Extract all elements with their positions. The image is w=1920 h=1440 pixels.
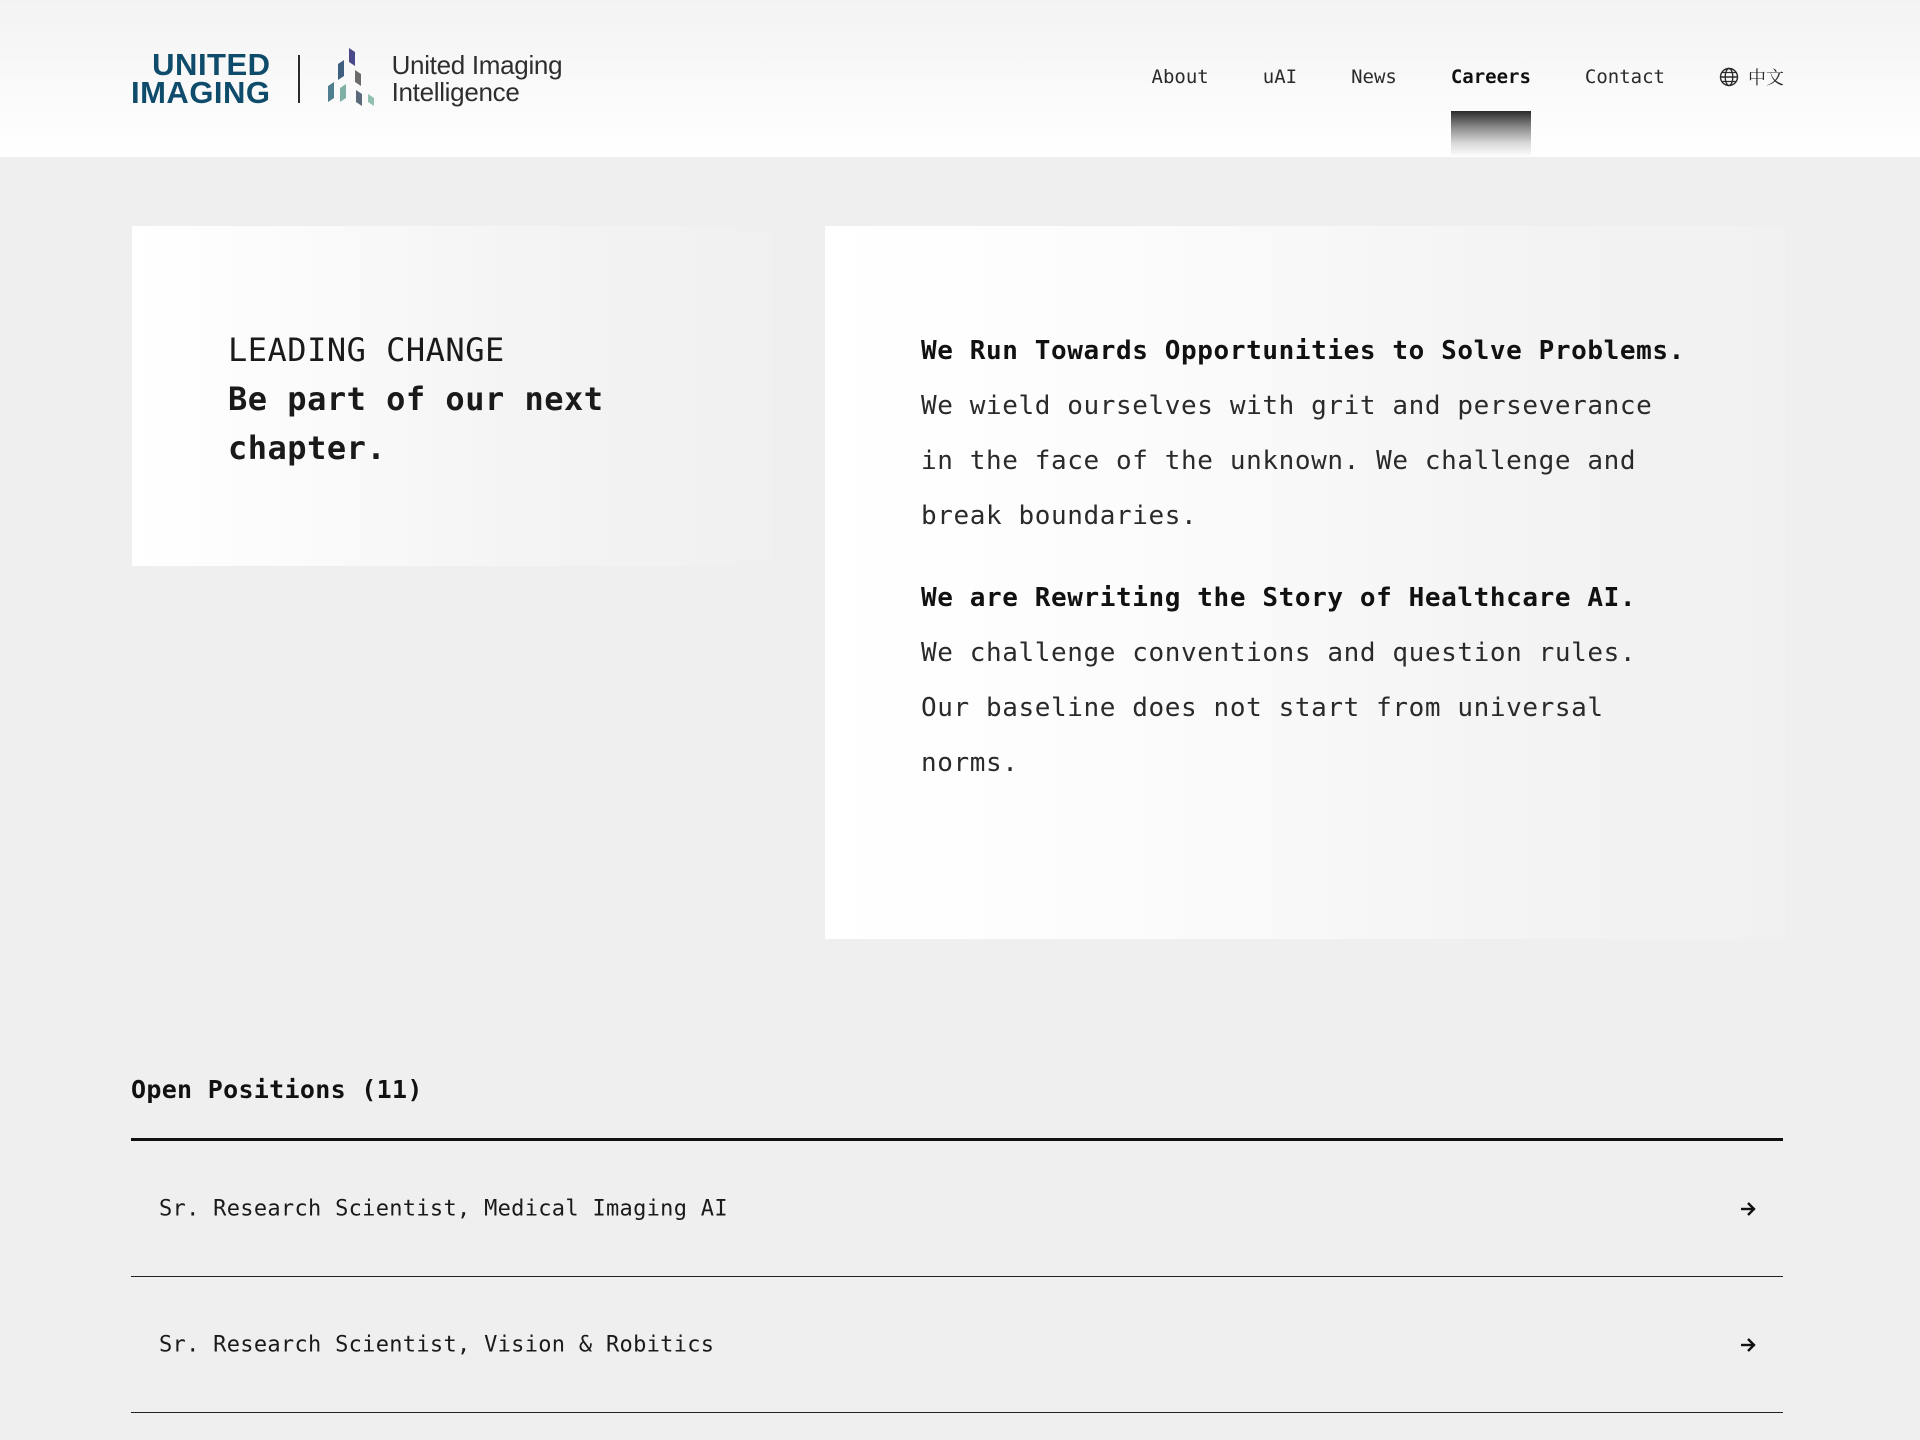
value-section xyxy=(921,324,1701,544)
uii-logo-line2: Intelligence xyxy=(391,77,520,107)
value-section xyxy=(921,571,1701,791)
open-positions-title: Open Positions (11) xyxy=(131,1075,423,1104)
uii-logo-mark-icon xyxy=(326,48,376,110)
language-switcher[interactable] xyxy=(1719,64,1784,90)
values-content xyxy=(921,324,1701,791)
nav-about[interactable]: About xyxy=(1151,66,1209,88)
hero-line1: LEADING CHANGE xyxy=(228,331,505,369)
main-nav xyxy=(1098,64,1784,90)
value-text: We challenge conventions and question rules. Our baseline does not start from universal norms. xyxy=(921,638,1637,778)
nav-contact[interactable]: Contact xyxy=(1584,66,1665,88)
globe-icon xyxy=(1719,67,1739,87)
nav-careers[interactable]: Careers xyxy=(1450,66,1531,88)
site-header xyxy=(0,0,1920,157)
value-title: We Run Towards Opportunities to Solve Problems. xyxy=(921,336,1685,366)
united-imaging-logo[interactable] xyxy=(131,47,271,110)
language-label: 中文 xyxy=(1748,68,1784,89)
nav-news[interactable]: News xyxy=(1351,66,1397,88)
position-title: Sr. Research Scientist, Medical Imaging AI xyxy=(159,1196,728,1221)
logo-text-line2: IMAGING xyxy=(131,75,271,110)
hero-card xyxy=(132,226,772,566)
value-title: We are Rewriting the Story of Healthcare AI. xyxy=(921,583,1637,613)
position-row[interactable] xyxy=(131,1277,1783,1413)
uii-logo-text xyxy=(392,52,563,106)
position-title: Sr. Research Scientist, Vision & Robitics xyxy=(159,1332,715,1357)
nav-uai[interactable]: uAI xyxy=(1262,66,1298,88)
logo-group[interactable] xyxy=(131,48,562,110)
value-text: We wield ourselves with grit and perseverance in the face of the unknown. We challenge and break boundaries. xyxy=(921,391,1653,531)
arrow-right-icon xyxy=(1739,1336,1757,1354)
arrow-right-icon xyxy=(1739,1200,1757,1218)
logo-text-line1: UNITED xyxy=(152,47,271,82)
values-card xyxy=(825,226,1785,939)
position-row[interactable] xyxy=(131,1141,1783,1277)
uii-logo-line1: United Imaging xyxy=(391,50,563,80)
hero-line2: Be part of our next chapter. xyxy=(228,380,604,467)
positions-list xyxy=(131,1138,1783,1413)
logo-divider xyxy=(298,55,300,103)
hero-heading xyxy=(228,326,648,473)
